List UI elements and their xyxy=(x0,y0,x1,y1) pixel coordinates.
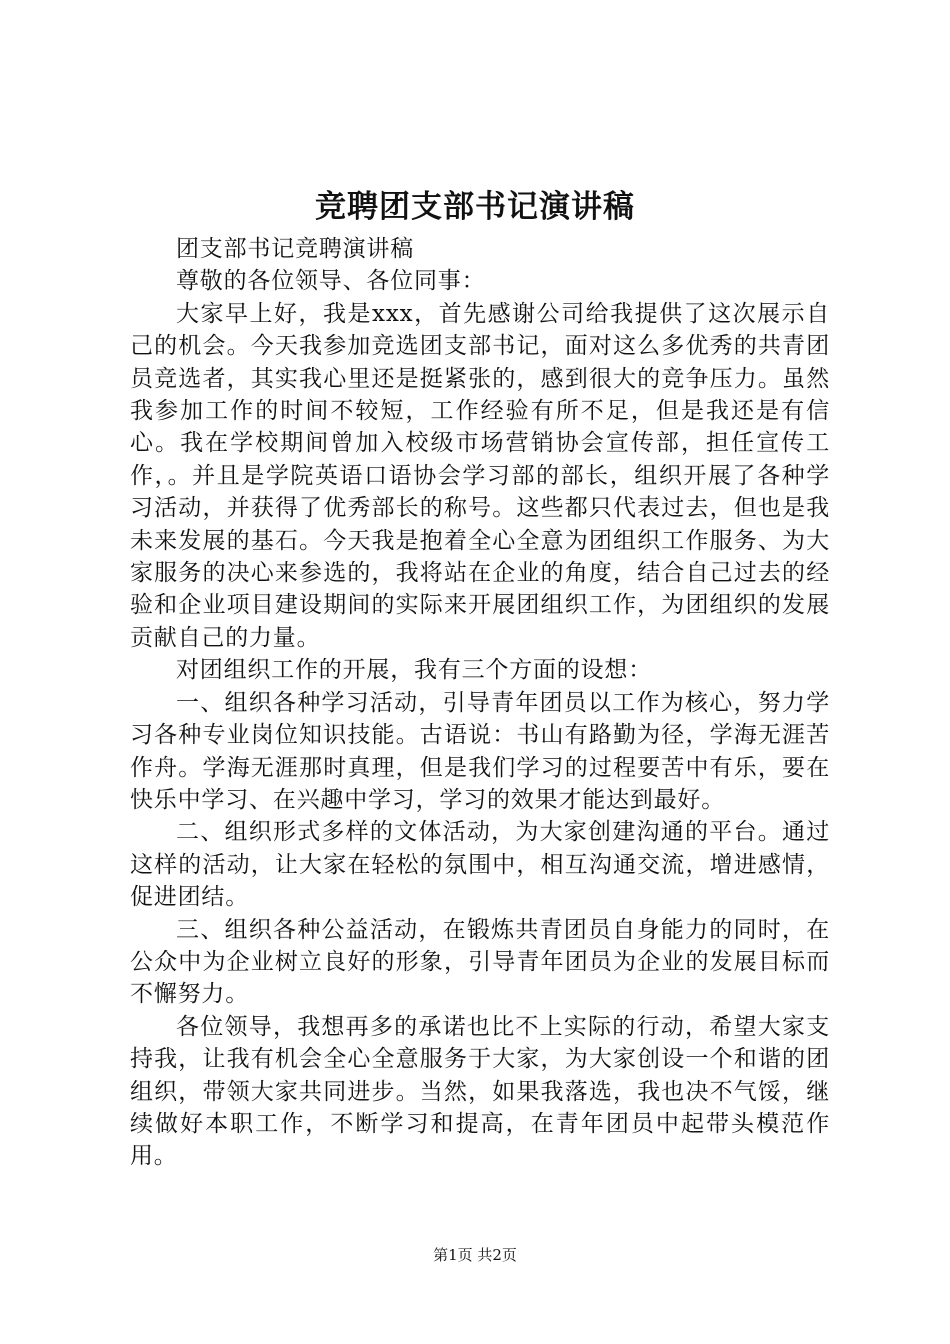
paragraph-closing: 各位领导，我想再多的承诺也比不上实际的行动，希望大家支持我，让我有机会全心全意服务于大家，为大家创设一个和谐的团组织，带领大家共同进步。当然，如果我落选，我也决不气馁，继续做好本职工作，不断学习和提高，在青年团员中起带头模范作用。 xyxy=(130,1013,830,1170)
paragraph-plan-three: 三、组织各种公益活动，在锻炼共青团员自身能力的同时，在公众中为企业树立良好的形象，引导青年团员为企业的发展目标而不懈努力。 xyxy=(130,916,830,1008)
paragraph-subtitle: 团支部书记竞聘演讲稿 xyxy=(176,236,414,262)
page-number-footer: 第1页 共2页 xyxy=(433,1246,517,1264)
paragraph-plan-one: 一、组织各种学习活动，引导青年团员以工作为核心，努力学习各种专业岗位知识技能。古语说：书山有路勤为径，学海无涯苦作舟。学海无涯那时真理，但是我们学习的过程要苦中有乐，要在快乐中学习、在兴趣中学习，学习的效果才能达到最好。 xyxy=(130,689,830,813)
paragraph-salutation: 尊敬的各位领导、各位同事： xyxy=(176,268,486,295)
document-title: 竞聘团支部书记演讲稿 xyxy=(315,189,635,225)
document-body xyxy=(130,233,830,1173)
paragraph-plan-two: 二、组织形式多样的文体活动，为大家创建沟通的平台。通过这样的活动，让大家在轻松的氛围中，相互沟通交流，增进感情，促进团结。 xyxy=(130,819,830,911)
paragraph-introduction: 大家早上好，我是xxx，首先感谢公司给我提供了这次展示自己的机会。今天我参加竞选团支部书记，面对这么多优秀的共青团员竞选者，其实我心里还是挺紧张的，感到很大的竞争压力。虽然我参加工作的时间不较短，工作经验有所不足，但是我还是有信心。我在学校期间曾加入校级市场营销协会宣传部，担任宣传工作，。并且是学院英语口语协会学习部的部长，组织开展了各种学习活动，并获得了优秀部长的称号。这些都只代表过去，但也是我未来发展的基石。今天我是抱着全心全意为团组织工作服务、为大家服务的决心来参选的，我将站在企业的角度，结合自己过去的经验和企业项目建设期间的实际来开展团组织工作，为团组织的发展贡献自己的力量。 xyxy=(130,300,830,651)
paragraph-plan-intro: 对团组织工作的开展，我有三个方面的设想： xyxy=(176,657,652,684)
